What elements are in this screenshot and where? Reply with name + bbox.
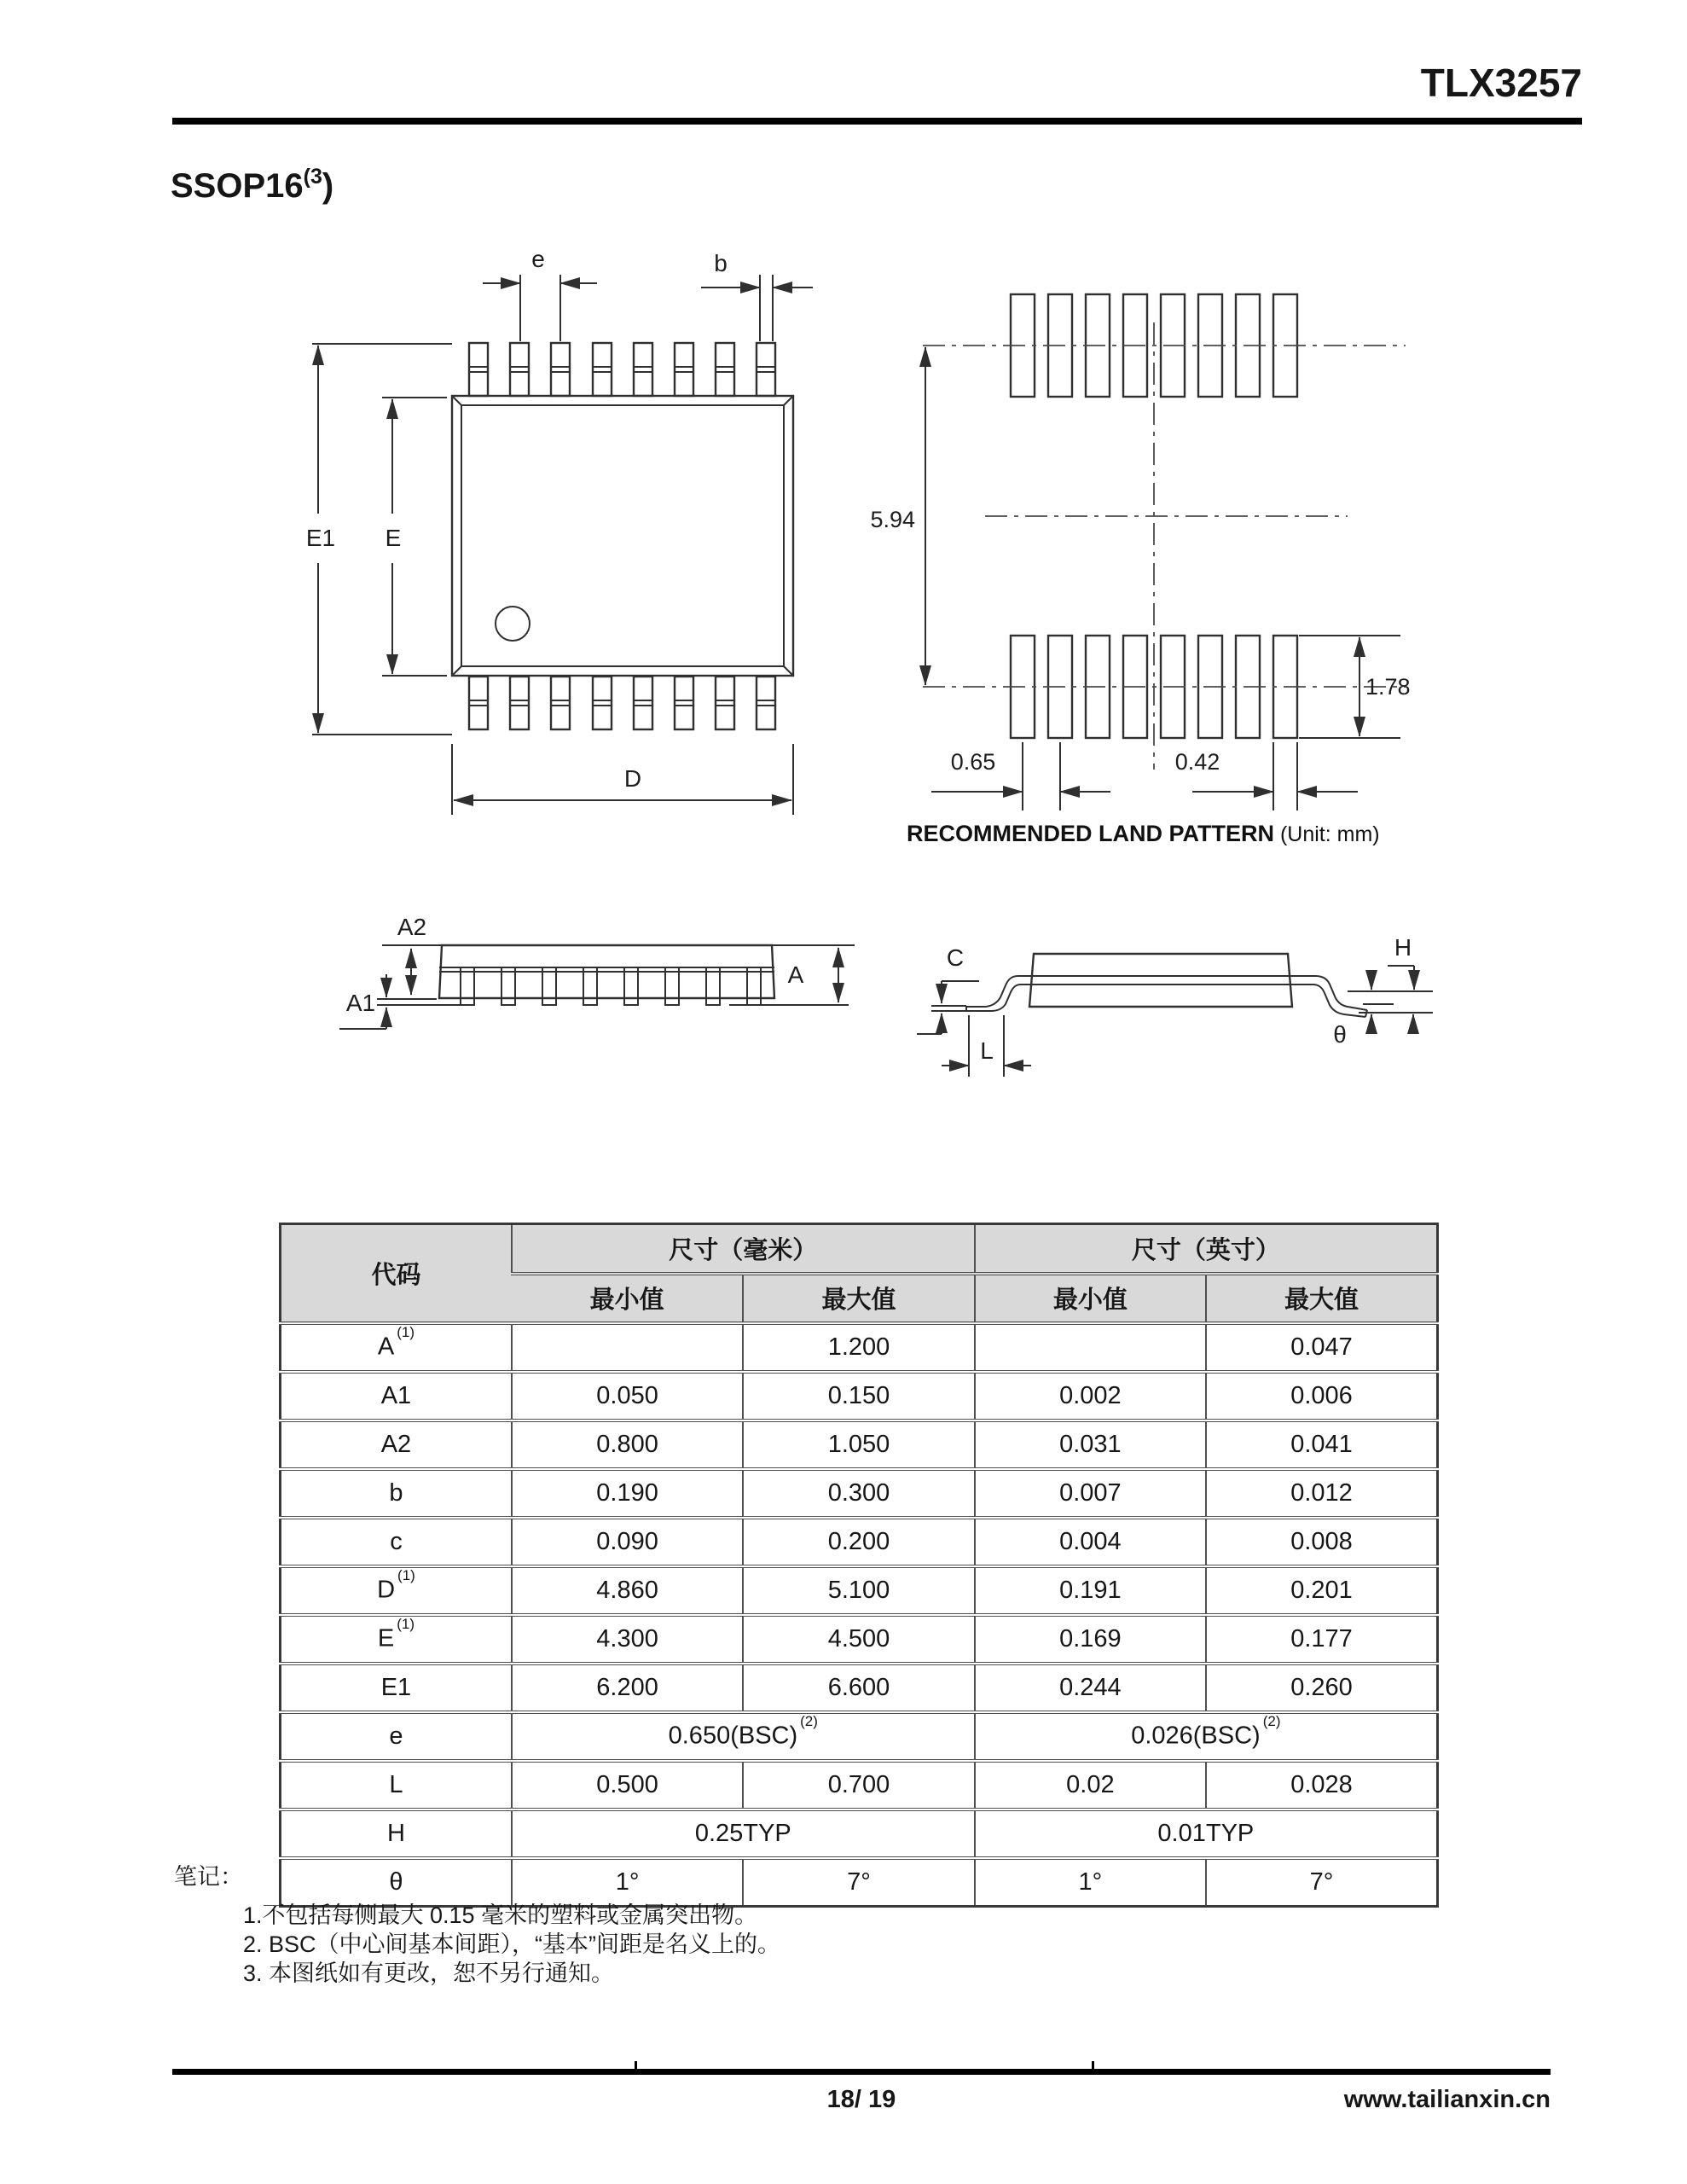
- table-row: [281, 1566, 1438, 1615]
- cell-mm-span: 0.25TYP: [512, 1809, 975, 1858]
- note-item: 2. BSC（中心间基本间距），“基本”间距是名义上的。: [243, 1931, 781, 1957]
- land-pattern-caption-unit: (Unit: mm): [1274, 822, 1380, 846]
- row-code: D: [377, 1576, 396, 1604]
- dim-L-label: L: [980, 1037, 994, 1064]
- package-body-profile: [966, 954, 1367, 1017]
- cell-in-max: 0.201: [1206, 1566, 1437, 1615]
- cell-mm-max: 0.150: [743, 1372, 974, 1420]
- dim-E: [382, 398, 447, 676]
- footer-rule-tick: [1092, 2061, 1094, 2070]
- centerlines: [923, 322, 1406, 770]
- dim-065-label: 0.65: [950, 749, 996, 775]
- cell-mm-min: 0.050: [512, 1372, 743, 1420]
- doc-title: TLX3257: [1420, 61, 1582, 105]
- row-code: b: [389, 1478, 403, 1507]
- cell-mm-max: 0.300: [743, 1469, 974, 1518]
- col-group-mm: 尺寸（毫米）: [512, 1224, 975, 1274]
- row-code: A2: [380, 1430, 412, 1458]
- col-header-mm-min: 最小值: [512, 1274, 743, 1323]
- note-item: 3. 本图纸如有更改，恕不另行通知。: [243, 1960, 615, 1986]
- cell-mm-max: 1.200: [743, 1323, 974, 1372]
- dim-C: [917, 944, 979, 1034]
- row-code: c: [390, 1527, 403, 1555]
- dim-594: [870, 347, 925, 685]
- row-code-sup: (1): [397, 1567, 415, 1584]
- table-row: [281, 1518, 1438, 1566]
- land-pattern-drawing: [861, 222, 1458, 853]
- land-pattern-caption-bold: RECOMMENDED LAND PATTERN: [907, 821, 1274, 846]
- cell-in-span: 0.01TYP: [975, 1809, 1438, 1858]
- table-row: [281, 1615, 1438, 1664]
- cell-mm-span: 0.650(BSC)$^{(2)}$: [512, 1712, 975, 1761]
- cell-mm-min: 0.800: [512, 1420, 743, 1469]
- col-group-inch: 尺寸（英寸）: [975, 1224, 1438, 1274]
- note-item: 1.不包括每侧最大 0.15 毫米的塑料或金属突出物。: [243, 1902, 758, 1928]
- row-code: A1: [380, 1381, 412, 1409]
- cell-in-max: 0.260: [1206, 1664, 1437, 1712]
- footer-rule: [172, 2069, 1551, 2075]
- row-code: e: [389, 1722, 403, 1750]
- dim-A2-label: A2: [397, 914, 427, 940]
- col-header-mm-max: 最大值: [743, 1274, 974, 1323]
- dim-178-label: 1.78: [1365, 674, 1411, 700]
- dim-594-label: 5.94: [870, 507, 915, 532]
- package-side-view-drawing: [324, 896, 887, 1109]
- table-row: [281, 1664, 1438, 1712]
- cell-in-max: 0.047: [1206, 1323, 1437, 1372]
- dim-H: [1348, 934, 1433, 1034]
- dim-A1: [339, 974, 461, 1029]
- row-code: θ: [389, 1867, 403, 1896]
- cell-in-max: 0.028: [1206, 1761, 1437, 1809]
- cell-mm-min: 0.090: [512, 1518, 743, 1566]
- dim-D-label: D: [623, 765, 642, 792]
- dim-H-label: H: [1394, 934, 1412, 961]
- land-pattern-caption: [907, 821, 1380, 846]
- table-row: [281, 1761, 1438, 1809]
- table-row: [281, 1323, 1438, 1372]
- dim-042-label: 0.42: [1174, 749, 1220, 775]
- dim-E1-label: E1: [305, 525, 336, 551]
- cell-in-min: 0.191: [975, 1566, 1206, 1615]
- section-title-text: SSOP16: [171, 167, 304, 205]
- footer-rule-tick: [635, 2061, 637, 2070]
- notes-label: 笔记：: [174, 1864, 243, 1890]
- table-row: [281, 1712, 1438, 1761]
- package-body-side: [382, 945, 855, 1005]
- cell-mm-max: 4.500: [743, 1615, 974, 1664]
- cell-in-min: 0.004: [975, 1518, 1206, 1566]
- table-row: [281, 1372, 1438, 1420]
- row-code-sup: (1): [397, 1616, 415, 1633]
- cell-mm-min: 0.500: [512, 1761, 743, 1809]
- row-code: A: [377, 1333, 395, 1361]
- cell-in-max: 0.041: [1206, 1420, 1437, 1469]
- cell-in-min: [975, 1323, 1206, 1372]
- col-header-code: 代码: [281, 1224, 512, 1323]
- cell-span-sup: (2): [800, 1713, 818, 1730]
- table-header-row: [281, 1224, 1438, 1274]
- cell-mm-max: 6.600: [743, 1664, 974, 1712]
- lead-profile-drawing: [904, 896, 1518, 1143]
- cell-in-max: 0.006: [1206, 1372, 1437, 1420]
- table-row: [281, 1858, 1438, 1907]
- cell-in-max: 0.012: [1206, 1469, 1437, 1518]
- cell-mm-min: 4.860: [512, 1566, 743, 1615]
- website-link: www.tailianxin.cn: [1343, 2086, 1551, 2113]
- section-title-superscript: (3: [303, 165, 322, 189]
- row-code: H: [386, 1819, 405, 1847]
- row-code-sup: (1): [397, 1324, 415, 1341]
- dim-b-label: b: [714, 250, 728, 276]
- row-code: E1: [380, 1673, 412, 1701]
- cell-in-min: 0.169: [975, 1615, 1206, 1664]
- cell-in-min: 1°: [975, 1858, 1206, 1907]
- dim-065: [931, 742, 1110, 810]
- cell-in-min: 0.02: [975, 1761, 1206, 1809]
- cell-in-max: 0.177: [1206, 1615, 1437, 1664]
- dim-A-label: A: [787, 961, 804, 988]
- pin1-indicator-dot: [496, 607, 530, 641]
- table-row: [281, 1420, 1438, 1469]
- package-top-view-drawing: [213, 222, 870, 828]
- col-header-in-max: 最大值: [1206, 1274, 1437, 1323]
- header-rule: [172, 118, 1582, 125]
- cell-span-sup: (2): [1262, 1713, 1281, 1730]
- dim-L: [942, 1015, 1031, 1077]
- dim-E-label: E: [385, 525, 402, 551]
- col-header-in-min: 最小值: [975, 1274, 1206, 1323]
- table-row: [281, 1469, 1438, 1518]
- dim-e-label: e: [531, 246, 545, 272]
- cell-in-max: 0.008: [1206, 1518, 1437, 1566]
- cell-mm-min: 4.300: [512, 1615, 743, 1664]
- dim-A1-label: A1: [345, 990, 376, 1016]
- cell-mm-min: 1°: [512, 1858, 743, 1907]
- package-body-top-view: [452, 343, 793, 729]
- cell-in-min: 0.031: [975, 1420, 1206, 1469]
- cell-mm-max: 0.700: [743, 1761, 974, 1809]
- dim-042: [1175, 742, 1358, 810]
- page-number: 18/ 19: [826, 2086, 896, 2113]
- cell-mm-min: 6.200: [512, 1664, 743, 1712]
- cell-mm-max: 0.200: [743, 1518, 974, 1566]
- cell-in-max: 7°: [1206, 1858, 1437, 1907]
- dim-b: [701, 250, 813, 341]
- dimensions-table: [279, 1223, 1439, 1908]
- dim-e: [483, 246, 597, 341]
- cell-in-min: 0.244: [975, 1664, 1206, 1712]
- cell-mm-max: 5.100: [743, 1566, 974, 1615]
- notes-list: [243, 1901, 780, 1988]
- cell-in-min: 0.002: [975, 1372, 1206, 1420]
- cell-in-span: 0.026(BSC)$^{(2)}$: [975, 1712, 1438, 1761]
- dim-theta-label: θ: [1333, 1021, 1347, 1048]
- dim-theta: [1333, 1021, 1347, 1048]
- table-row: [281, 1809, 1438, 1858]
- package-section-title: [171, 167, 333, 206]
- section-title-close-paren: ): [322, 167, 334, 205]
- cell-mm-max: 7°: [743, 1858, 974, 1907]
- dim-D: [452, 744, 793, 815]
- dim-C-label: C: [946, 944, 965, 971]
- cell-mm-min: 0.190: [512, 1469, 743, 1518]
- row-code: L: [389, 1770, 403, 1798]
- cell-mm-min: [512, 1323, 743, 1372]
- cell-in-min: 0.007: [975, 1469, 1206, 1518]
- row-code: E: [377, 1624, 395, 1653]
- dim-A2: [397, 914, 426, 995]
- cell-mm-max: 1.050: [743, 1420, 974, 1469]
